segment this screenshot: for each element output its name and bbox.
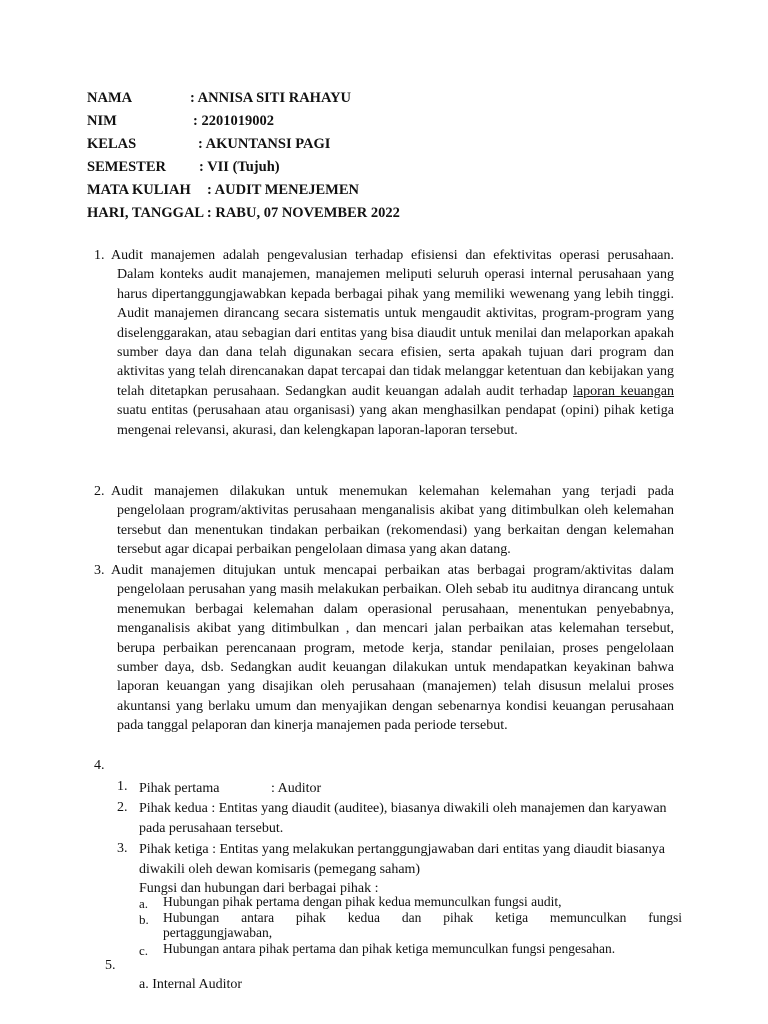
answer-4-number: 4. [94,758,105,773]
pihak-pertama-label: Pihak pertama [139,781,220,796]
answer-1-number: 1. [94,248,105,263]
answer-4-item-3: Pihak ketiga : Entitas yang melakukan pertanggungjawaban dari entitas yang diaudit biasanya diwakili oleh dewan komisaris (pemegang saham) [139,842,666,877]
answer-3-number: 3. [94,563,105,578]
nama-label: NAMA [87,90,133,106]
nama-value: : ANNISA SITI RAHAYU [190,90,352,106]
semester-label: SEMESTER [87,159,166,175]
answer-3-text: Audit manajemen ditujukan untuk mencapai perbaikan atas berbagai program/aktivitas dalam pengelolaan perusahan yang masih melakukan perbaikan. Oleh sebab itu auditnya dirancang untuk menemukan berbagai kelemahan dalam operasional perusahaan, menentukan penyebabnya, menganalisis akibat yang ditimbulkan , dan mencari jalan perbaikan atas kelemahan tersebut, berupa perbaikan perencanaan program, metode kerja, standar penilaian, proses pengelolaan sumber daya, dsb. Sedangkan audit keuangan dilakukan untuk mendapatkan keyakinan bahwa laporan keuangan yang disajikan oleh perusahaan (manajemen) telah disusun melalui proses akuntansi yang berlaku umum dan menyajikan dengan sebenarnya kondisi keuangan perusahaan pada tanggal pelaporan dan kinerja manajemen pada periode tersebut. [111,563,674,734]
fungsi-intro: Fungsi dan hubungan dari berbagai pihak : [139,881,379,896]
fungsi-a-label: a. [139,896,149,911]
answer-5-item-a: a. Internal Auditor [139,977,243,992]
fungsi-c-text: Hubungan antara pihak pertama dan pihak ketiga memunculkan fungsi pengesahan. [163,941,616,956]
answer-4-item-1 [139,779,674,799]
answer-1-body: Audit manajemen adalah pengevalusian terhadap efisiensi dan efektivitas operasi perusahaan. Dalam konteks audit manajemen, manajemen meliputi seluruh operasi internal perusahaan yang harus dipertanggungjawabkan kepada berbagai pihak yang memiliki wewenang yang lebih tinggi. Audit manajemen dirancang secara sistematis untuk mengaudit aktivitas, program-program yang diselenggarakan, atau sebagian dari entitas yang bisa diaudit untuk menilai dan melaporkan apakah sumber daya dan dana telah digunakan secara efisien, serta apakah tujuan dari program dan aktivitas yang telah direncanakan dapat tercapai dan tidak melanggar ketentuan dan kebijakan yang telah ditetapkan perusahaan. Sedangkan audit keuangan adalah audit terhadap [111,248,674,399]
nim-row [87,113,274,130]
kelas-label: KELAS [87,136,137,152]
kelas-value: : AKUNTANSI PAGI [198,136,331,152]
kelas-row [87,136,331,153]
laporan-keuangan-link[interactable]: laporan keuangan [573,383,675,399]
semester-row [87,159,280,176]
matkul-label: MATA KULIAH [87,182,191,198]
matkul-value: : AUDIT MENEJEMEN [207,182,359,198]
fungsi-b-text-line2: pertaggungjawaban, [163,925,273,940]
fungsi-a-text: Hubungan pihak pertama dengan pihak kedua memunculkan fungsi audit, [163,894,562,909]
nim-label: NIM [87,113,117,129]
answer-2-text: Audit manajemen dilakukan untuk menemukan kelemahan kelemahan yang terjadi pada pengelolaan program/aktivitas perusahaan menganalisis akibat yang ditimbulkan oleh kelemahan tersebut dan menentukan tindakan perbaikan (rekomendasi) yang berkaitan dengan kelemahan tersebut agar dicapai perbaikan pengelolaan dimasa yang akan datang. [111,484,674,558]
answer-4-item-3-number: 3. [117,841,128,856]
semester-value: : VII (Tujuh) [199,159,280,175]
answer-2-number: 2. [94,484,105,499]
answer-1-body-end: suatu entitas (perusahaan atau organisasi) yang akan menghasilkan pendapat (opini) pihak ketiga mengenai relevansi, akurasi, dan kelengkapan laporan-laporan tersebut. [117,403,674,438]
matkul-row [87,182,359,199]
nama-row [87,90,352,107]
fungsi-b-text-line1: Hubungan antara pihak kedua dan pihak ketiga memunculkan fungsi [163,910,682,925]
tanggal-row [87,205,400,222]
tanggal-line: HARI, TANGGAL : RABU, 07 NOVEMBER 2022 [87,205,400,221]
fungsi-c-label: c. [139,943,149,958]
fungsi-b-label: b. [139,912,149,927]
answer-4-item-1-number: 1. [117,779,128,794]
answer-5-number: 5. [105,958,116,973]
answer-4-item-2-number: 2. [117,800,128,815]
answer-4-item-2: Pihak kedua : Entitas yang diaudit (auditee), biasanya diwakili oleh manajemen dan karyawan pada perusahaan tersebut. [139,801,667,836]
nim-value: : 2201019002 [193,113,274,129]
pihak-pertama-value: : Auditor [271,781,322,796]
answer-1-text [111,246,675,476]
